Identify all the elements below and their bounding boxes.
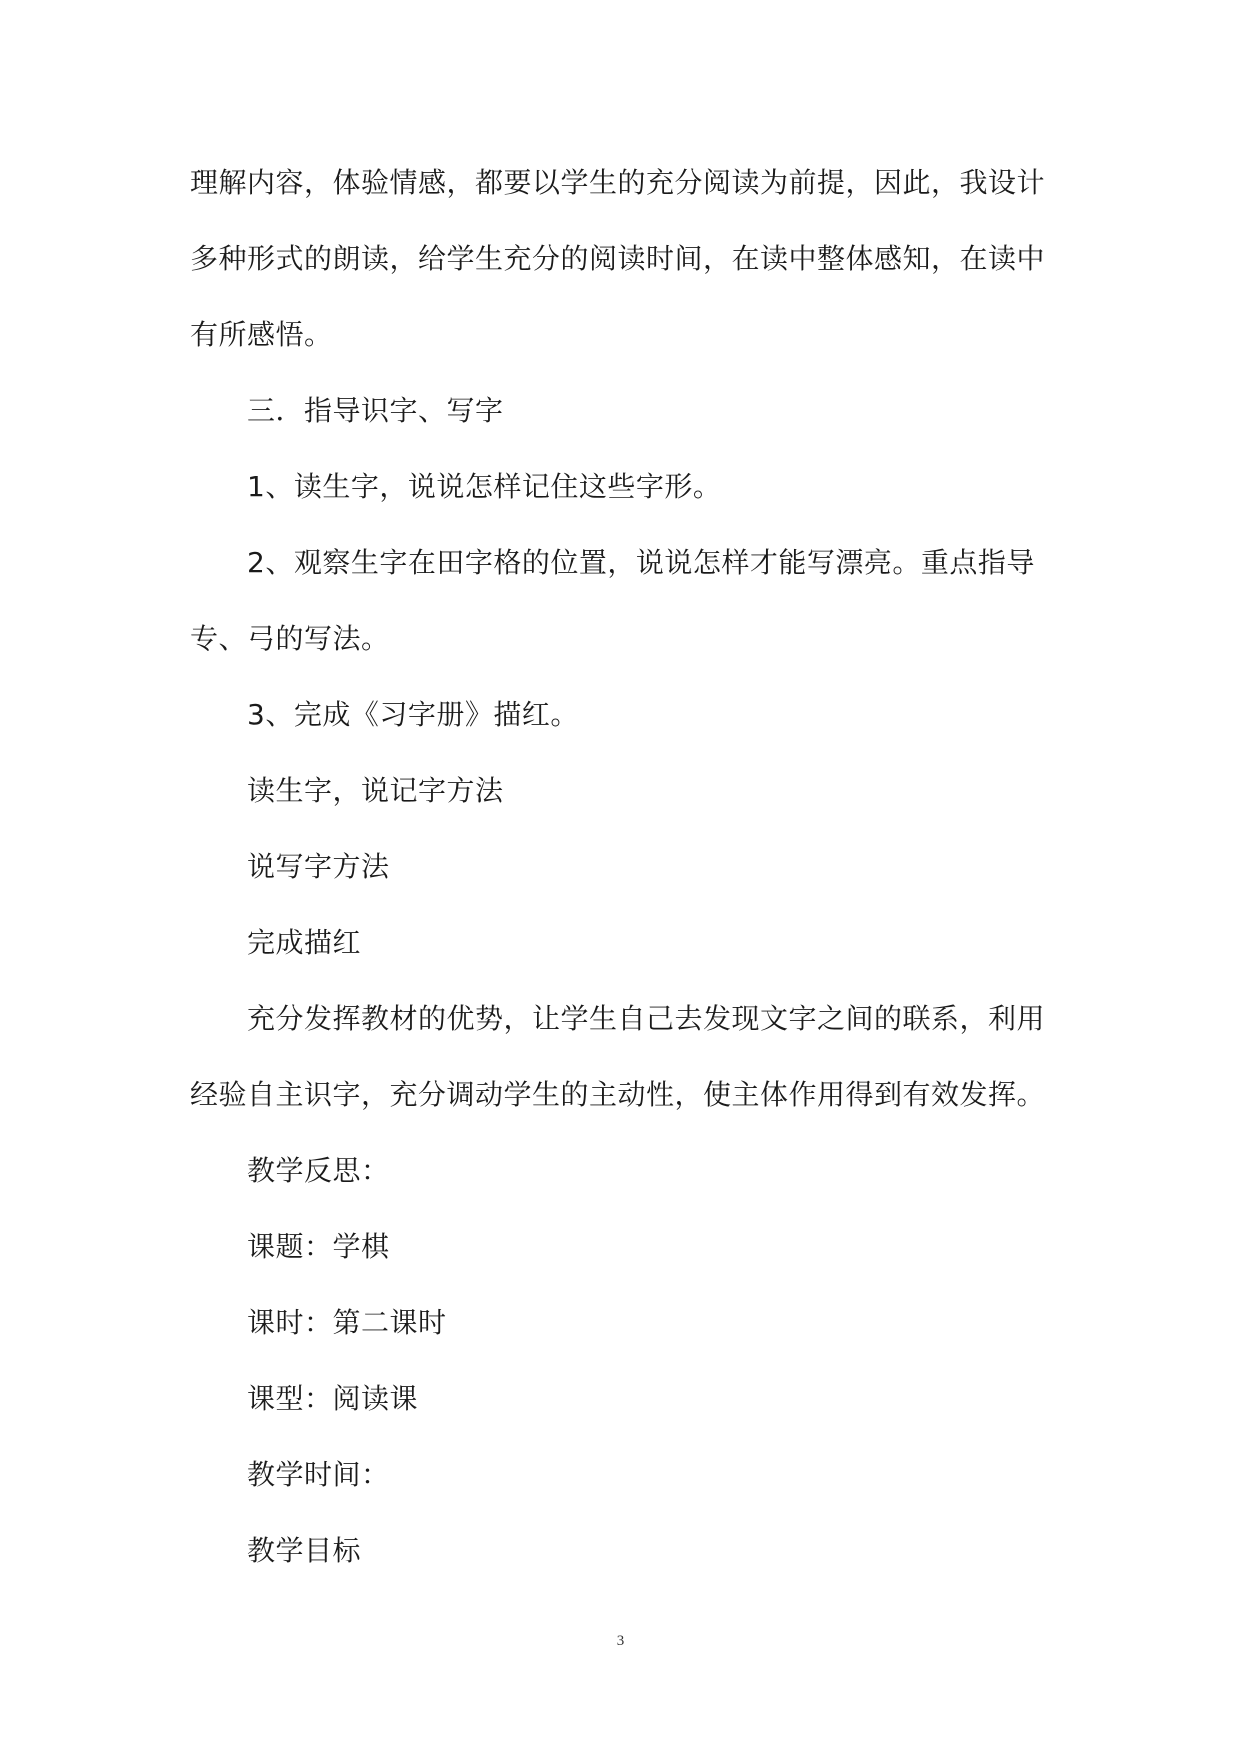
list-item-3: 3、完成《习字册》描红。 xyxy=(247,698,579,731)
lesson-period: 课时：第二课时 xyxy=(247,1306,447,1339)
list-item-2: 2、观察生字在田字格的位置，说说怎样才能写漂亮。重点指导专、弓的写法。 xyxy=(190,546,1035,655)
list-item-1: 1、读生字，说说怎样记住这些字形。 xyxy=(247,470,722,503)
teaching-objectives-label: 教学目标 xyxy=(247,1534,362,1567)
section-heading-literacy: 三．指导识字、写字 xyxy=(247,394,504,427)
paragraph-design-rationale: 充分发挥教材的优势，让学生自己去发现文字之间的联系，利用经验自主识字，充分调动学生的主动性，使主体作用得到有效发挥。 xyxy=(190,1002,1046,1111)
activity-read-characters: 读生字，说记字方法 xyxy=(247,774,504,807)
document-body xyxy=(190,145,1050,1589)
teaching-reflection-label: 教学反思： xyxy=(247,1154,390,1187)
page-number: 3 xyxy=(616,1633,625,1649)
paragraph-continuation: 理解内容，体验情感，都要以学生的充分阅读为前提，因此，我设计多种形式的朗读，给学生充分的阅读时间，在读中整体感知，在读中有所感悟。 xyxy=(190,166,1046,351)
activity-writing-method: 说写字方法 xyxy=(247,850,390,883)
lesson-type: 课型：阅读课 xyxy=(247,1382,419,1415)
activity-tracing: 完成描红 xyxy=(247,926,362,959)
teaching-time-label: 教学时间： xyxy=(247,1458,390,1491)
lesson-topic: 课题：学棋 xyxy=(247,1230,390,1263)
